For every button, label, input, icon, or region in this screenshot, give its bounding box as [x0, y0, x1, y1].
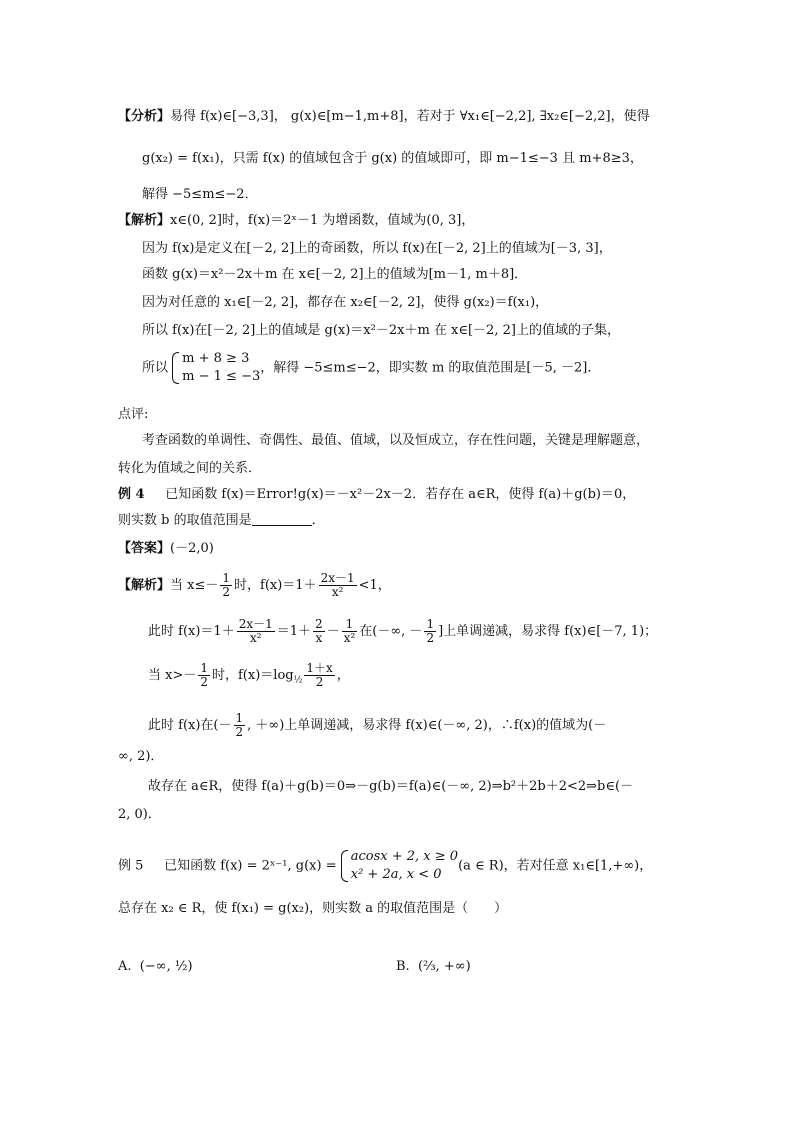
answer-line — [118, 540, 214, 558]
option-a[interactable] — [118, 958, 193, 976]
example4-solution-line-7: 2, 0)． — [118, 807, 161, 822]
answer-tag: 【答案】 — [118, 541, 171, 556]
example4-tag: 例 4 — [118, 487, 145, 502]
comment-line-1: 考查函数的单调性、奇偶性、最值、值域，以及恒成立，存在性问题，关键是理解题意， — [142, 433, 650, 448]
example4-solution-line-3: 当 x>－ $\frac{1}{2}$ 时，$f(x)=\log_{\frac{1}{2}}$ $\frac{1+x}{2}$ ， — [148, 661, 350, 689]
option-a-value: (−∞, ½) — [139, 959, 193, 974]
fraction-half-3: $\frac{1}{2}$ — [200, 661, 208, 689]
solution-line-6: 所以 m + 8 ≥ 3 m − 1 ≤ −3 ，解得 −5≤m≤−2，即实数 m 的取值范围是[－5, －2]． — [142, 351, 601, 384]
analysis-line-1: 【分析】易得 f(x)∈[−3,3]， g(x)∈[m−1,m+8]，若对于 ∀x₁∈[−2,2], ∃x₂∈[−2,2]，使得 — [118, 109, 650, 124]
comment-tag: 点评: — [118, 407, 149, 422]
fraction-f1: $\frac{2x-1}{\text{x²}}$ — [320, 571, 355, 599]
solution-line-3: 函数 g(x)＝x²－2x＋m 在 x∈[－2, 2]上的值域为[m－1, m＋8]． — [142, 267, 528, 282]
comment-line-2: 转化为值域之间的关系． — [118, 461, 262, 476]
piecewise-g: acosx + 2, x ≥ 0 x² + 2a, x < 0 — [341, 848, 458, 884]
option-b-value: (⅔, +∞) — [417, 959, 471, 974]
example4-solution-line-6: 故存在 a∈R，使得 f(a)＋g(b)＝0⇒－g(b)＝f(a)∈(－∞, 2)⇒b²＋2b＋2<2⇒b∈(－ — [148, 779, 634, 794]
analysis-line-3: 解得 −5≤m≤−2． — [142, 187, 258, 202]
example5-line-2: 总存在 x₂ ∈ R，使 f(x₁) = g(x₂)，则实数 a 的取值范围是（ ） — [118, 901, 508, 916]
example5-line-1: 例 5 已知函数 f(x) = 2ˣ⁻¹, g(x) = acosx + 2, x ≥ 0 x² + 2a, x < 0 (a ∈ R)，若对任意 x₁∈[1,+∞)， — [118, 849, 653, 882]
option-b-label: B. — [396, 959, 410, 974]
analysis-tag: 【分析】 — [118, 109, 171, 124]
solution-line-4: 因为对任意的 x₁∈[－2, 2]，都存在 x₂∈[－2, 2]，使得 g(x₂)＝f(x₁)， — [142, 295, 549, 310]
inequality-system: m + 8 ≥ 3 m − 1 ≤ −3 — [172, 350, 260, 386]
fraction-half-2: $\frac{1}{2}$ — [426, 617, 435, 645]
example4-line-2: 则实数 b 的取值范围是 ． — [118, 513, 325, 528]
answer-blank — [252, 525, 312, 526]
example5-tag: 例 5 — [118, 858, 144, 874]
solution-line-2: 因为 f(x)是定义在[－2, 2]上的奇函数，所以 f(x)在[－2, 2]上的值域为[－3, 3]， — [142, 241, 612, 256]
fraction-two-over-x: $\frac{2}{x}$ — [315, 617, 323, 645]
analysis-line-2: g(x₂) = f(x₁)，只需 f(x) 的值域包含于 g(x) 的值域即可，即 m−1≤−3 且 m+8≥3， — [142, 151, 643, 166]
example4-line-1: 例 4 已知函数 f(x)＝Error!g(x)＝－x²－2x－2．若存在 a∈R，使得 f(a)＋g(b)＝0， — [118, 487, 636, 502]
solution-tag: 【解析】 — [118, 213, 171, 228]
solution-line-1: 【解析】x∈(0, 2]时，f(x)＝2ˣ－1 为增函数，值域为(0, 3]， — [118, 213, 475, 228]
solution-line-5: 所以 f(x)在[－2, 2]上的值域是 g(x)＝x²－2x＋m 在 x∈[－2, 2]上的值域的子集， — [142, 323, 620, 338]
example4-solution-tag: 【解析】 — [118, 578, 171, 593]
answer-value: (－2,0) — [170, 541, 214, 556]
example4-solution-line-1: 【解析】当 x≤－ $\frac{1}{2}$ 时，f(x)＝1＋ $\frac{2x-1}{\text{x²}}$ <1， — [118, 571, 391, 599]
example4-solution-line-5: ∞, 2)． — [118, 749, 164, 764]
fraction-half-4: $\frac{1}{2}$ — [235, 711, 244, 739]
fraction-half: $\frac{1}{2}$ — [222, 571, 231, 599]
fraction-f1-repeat: $\frac{2x-1}{\text{x²}}$ — [238, 617, 273, 645]
option-b[interactable] — [396, 958, 471, 976]
option-a-label: A. — [118, 959, 132, 974]
example4-solution-line-2: 此时 f(x)＝1＋ $\frac{2x-1}{\text{x²}}$ ＝1＋ $\frac{2}{x}$ － $\frac{1}{\text{x²}}$ 在(－∞, － $\frac{1}{2}$ ]上单调递减，易求得 f(x)∈[－7, 1)； — [148, 617, 658, 645]
fraction-log-arg: $\frac{1+x}{2}$ — [306, 661, 333, 689]
fraction-one-over-x2: $\frac{1}{\text{x²}}$ — [343, 617, 356, 645]
example4-solution-line-4: 此时 f(x)在(－ $\frac{1}{2}$ , ＋∞)上单调递减，易求得 f(x)∈(－∞, 2)，∴f(x)的值域为(－ — [148, 711, 607, 739]
